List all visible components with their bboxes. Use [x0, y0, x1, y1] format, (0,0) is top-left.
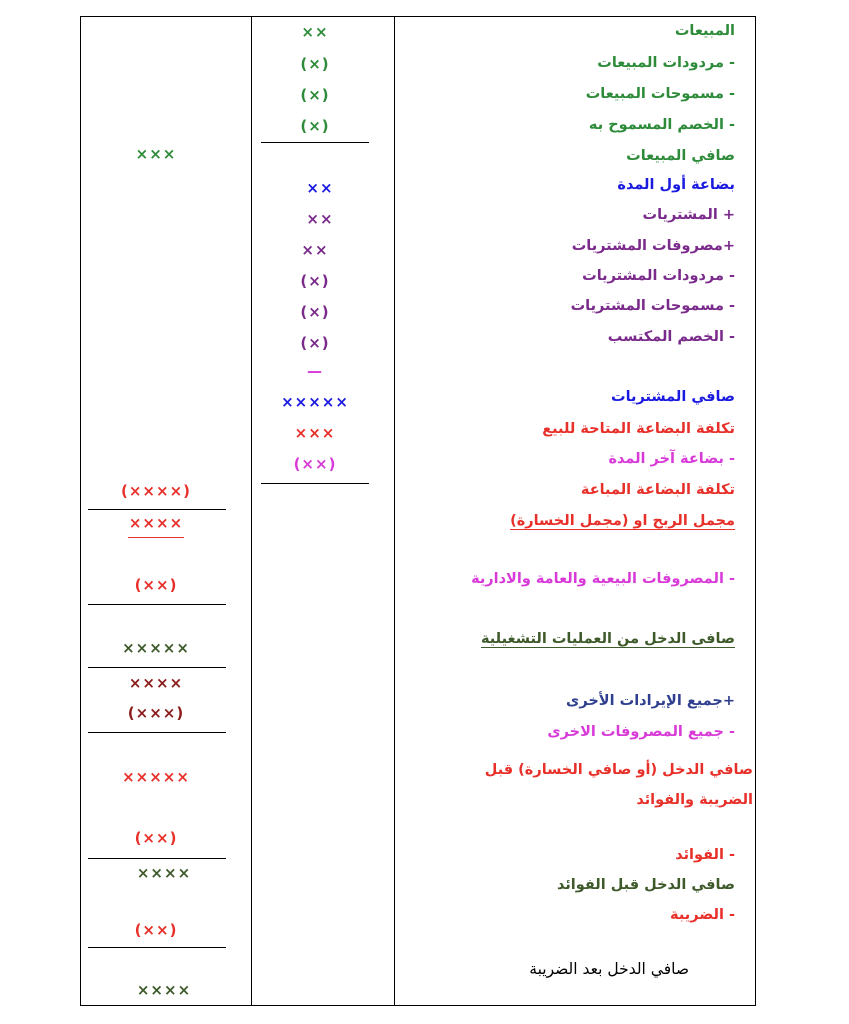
column-divider-left: [251, 16, 252, 1006]
value-purchase-returns: (×): [300, 272, 330, 290]
label-ending-inventory: - بضاعة آخر المدة: [608, 451, 735, 467]
value-gross-profit: ××××: [128, 514, 184, 532]
left-rule: [88, 604, 226, 605]
value-purchase-discount: (×): [300, 334, 330, 352]
left-rule: [88, 858, 226, 859]
value-net-purchases: ×××××: [281, 393, 349, 411]
value-purchase-allowances: (×): [300, 303, 330, 321]
label-net-income-after-tax: صافي الدخل بعد الضريبة: [529, 960, 689, 978]
value-operating-income: ×××××: [122, 639, 190, 657]
value-sales: ××: [301, 23, 329, 41]
value-ending-inventory: (××): [293, 455, 337, 473]
value-other-expenses: (×××): [127, 704, 185, 722]
label-purchase-allowances: - مسموحات المشتريات: [570, 298, 735, 314]
value-operating-expenses: (××): [134, 576, 178, 594]
value-sales-allowances: (×): [300, 86, 330, 104]
value-other-revenues: ××××: [128, 674, 184, 692]
label-ebit: صافي الدخل (أو صافي الخسارة) قبل الضريبة والفوائد: [484, 762, 753, 808]
column-divider-right: [394, 16, 395, 1006]
label-net-purchases: صافي المشتريات: [611, 389, 735, 405]
label-income-before-interest: صافي الدخل قبل الفوائد: [556, 877, 735, 893]
label-other-revenues: +جميع الإيرادات الأخرى: [566, 693, 735, 709]
value-purchase-expenses: ××: [301, 241, 329, 259]
label-cogs: تكلفة البضاعة المباعة: [580, 482, 735, 498]
label-sales: المبيعات: [674, 23, 735, 39]
value-beginning-inventory: ××: [306, 179, 334, 197]
label-operating-income: صافى الدخل من العمليات التشغيلية: [480, 631, 735, 647]
value-cogs: (××××): [121, 482, 191, 500]
label-net-sales: صافي المبيعات: [626, 148, 735, 164]
label-tax: - الضريبة: [670, 907, 735, 923]
value-goods-available: ×××: [294, 424, 336, 442]
value-net-income-after-tax: ××××: [136, 981, 192, 999]
left-rule: [88, 667, 226, 668]
label-goods-available: تكلفة البضاعة المتاحة للبيع: [542, 421, 735, 437]
left-red-underline: [128, 537, 184, 538]
label-interest: - الفوائد: [675, 847, 735, 863]
label-purchase-returns: - مردودات المشتريات: [582, 268, 735, 284]
middle-total-rule: [261, 483, 369, 484]
label-sales-discount: - الخصم المسموح به: [588, 117, 735, 133]
label-purchase-expenses: +مصروفات المشتريات: [571, 238, 735, 254]
label-purchases: + المشتريات: [642, 207, 735, 223]
value-tax: (××): [134, 921, 178, 939]
value-income-before-interest: ××××: [136, 864, 192, 882]
value-net-sales: ×××: [135, 145, 177, 163]
value-sales-discount: (×): [300, 117, 330, 135]
value-sales-returns: (×): [300, 55, 330, 73]
value-ebit: ×××××: [122, 768, 190, 786]
label-other-expenses: - جميع المصروفات الاخرى: [547, 724, 735, 740]
left-rule: [88, 732, 226, 733]
middle-subtotal-rule: [261, 142, 369, 143]
label-gross-profit: مجمل الربح او (مجمل الخسارة): [510, 513, 735, 529]
value-interest: (××): [134, 829, 178, 847]
label-beginning-inventory: بضاعة أول المدة: [617, 177, 735, 193]
left-rule: [88, 947, 226, 948]
label-operating-expenses: - المصروفات البيعية والعامة والادارية: [471, 571, 735, 587]
label-purchase-discount: - الخصم المكتسب: [607, 329, 735, 345]
separator-dash: —: [307, 362, 323, 380]
left-rule: [88, 509, 226, 510]
label-sales-returns: - مردودات المبيعات: [597, 55, 735, 71]
label-sales-allowances: - مسموحات المبيعات: [585, 86, 735, 102]
value-purchases: ××: [306, 210, 334, 228]
